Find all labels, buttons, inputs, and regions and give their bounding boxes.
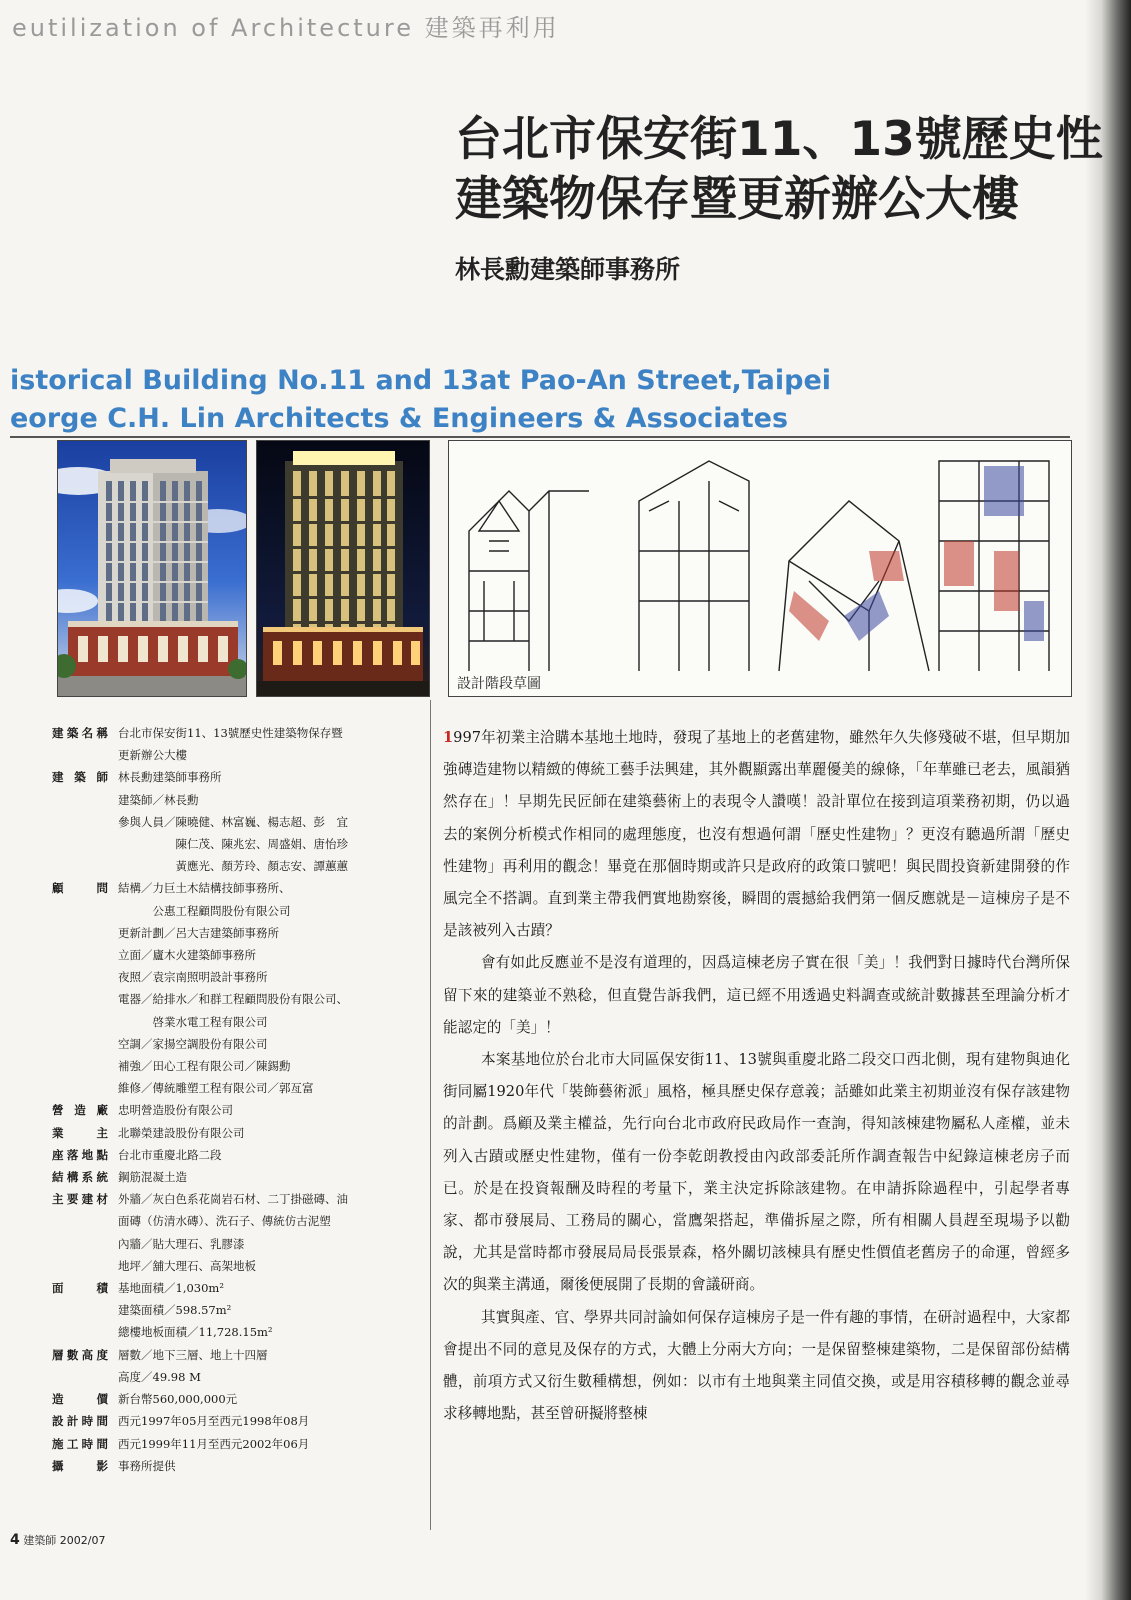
body-paragraph: 本案基地位於台北市大同區保安街11、13號與重慶北路二段交口西北側，現有建物與迪化街同屬1920年代「裝飾藝術派」風格，極具歷史保存意義；話雖如此業主初期並沒有保存該建物的計劃。爲顧及業主權益，先行向台北市政府民政局作一查詢，得知該棟建物屬私人產權，並未列入古蹟或歷史性建物，僅有一份李乾朗教授由內政部委託所作調查報告中紀錄這棟老房子而已。於是在投資報酬及時程的考量下，業主決定拆除該建物。在申請拆除過程中，引起學者專家、都市發展局、工務局的關心，當鷹架搭起，準備拆屋之際，所有相關人員趕至現場予以勸說，尤其是當時都市發展局局長張景森，格外關切該棟具有歷史性價值老舊房子的命運，曾經多次的與業主溝通，爾後便展開了長期的會議研商。 [443, 1051, 1070, 1294]
magazine-issue: 建築師 2002/07 [23, 1534, 106, 1547]
credit-line: 空調／家揚空調股份有限公司 [118, 1036, 268, 1051]
credit-line: 林長勳建築師事務所 [118, 770, 222, 785]
credit-label: 結構系統 [52, 1170, 108, 1185]
credit-line: 面磚（仿清水磚）、洗石子、傳統仿古泥塑 [118, 1214, 331, 1229]
credit-line: 陳仁茂、陳兆宏、周盛娟、唐怡珍 [118, 837, 348, 852]
english-title [10, 362, 831, 438]
article-body [443, 722, 1070, 1430]
credit-label: 營造廠 [52, 1103, 108, 1118]
credit-line: 電器／給排水／和群工程顧問股份有限公司、 [118, 992, 348, 1007]
credit-row [52, 1188, 422, 1277]
credit-line: 台北市保安街11、13號歷史性建築物保存暨 [118, 726, 343, 740]
credit-label: 層數高度 [52, 1347, 108, 1362]
credit-line: 高度／49.98 M [118, 1369, 201, 1384]
credit-label: 業主 [52, 1125, 108, 1140]
credit-label: 座落地點 [52, 1147, 108, 1162]
credit-label: 施工時間 [52, 1436, 108, 1451]
column-divider [430, 700, 431, 1530]
credit-row [52, 766, 422, 877]
credit-line: 事務所提供 [118, 1458, 176, 1473]
design-sketch-panel [448, 440, 1072, 697]
page-binding-shadow [1085, 0, 1131, 1600]
credit-line: 基地面積／1,030m² [118, 1281, 224, 1296]
credit-line: 新台幣560,000,000元 [118, 1392, 238, 1407]
building-photo-night [256, 440, 430, 697]
credit-line: 台北市重慶北路二段 [118, 1147, 222, 1162]
credit-row [52, 1433, 422, 1455]
credit-line: 北聯榮建設股份有限公司 [118, 1125, 245, 1140]
header-rule [10, 436, 1070, 438]
building-day-illustration [58, 441, 246, 696]
credit-line: 西元1999年11月至西元2002年06月 [118, 1436, 310, 1451]
credit-line: 黃應光、顏芳玲、顏志安、譚蕙蕙 [118, 859, 348, 874]
credit-line: 外牆／灰白色系花崗岩石材、二丁掛磁磚、油 [118, 1192, 348, 1207]
design-sketches [449, 441, 1071, 696]
credit-label: 面積 [52, 1281, 108, 1296]
credit-label: 設計時間 [52, 1414, 108, 1429]
english-title-line-2: eorge C.H. Lin Architects & Engineers & Associates [10, 403, 789, 434]
body-paragraph: 其實與產、官、學界共同討論如何保存這棟房子是一件有趣的事情，在研討過程中，大家都會提出不同的意見及保存的方式，大體上分兩大方向；一是保留整棟建築物，二是保留部份結構體，前項方式又衍生數種構想，例如：以市有土地與業主同值交換，或是用容積移轉的觀念並尋求移轉地點，甚至曾研擬將整棟 [443, 1308, 1070, 1423]
drop-cap: 1 [443, 729, 454, 746]
body-paragraph [443, 722, 1070, 947]
credit-row [52, 1099, 422, 1121]
credit-line: 西元1997年05月至西元1998年08月 [118, 1414, 310, 1429]
architect-firm: 林長勳建築師事務所 [455, 255, 681, 284]
credit-row [52, 722, 422, 766]
credit-line: 總樓地板面積／11,728.15m² [118, 1325, 273, 1340]
credit-line: 維修／傳統雕塑工程有限公司／郭亙富 [118, 1081, 314, 1096]
credit-row [52, 1122, 422, 1144]
credit-label: 造價 [52, 1392, 108, 1407]
credit-line: 建築面積／598.57m² [118, 1303, 232, 1318]
credit-line: 夜照／袁宗南照明設計事務所 [118, 970, 268, 985]
credit-line: 鋼筋混凝土造 [118, 1170, 187, 1185]
credit-line: 立面／廬木火建築師事務所 [118, 948, 256, 963]
page-number: 4 [10, 1532, 20, 1548]
credit-line: 啓業水電工程有限公司 [118, 1014, 268, 1029]
credit-row [52, 1344, 422, 1388]
credit-row [52, 1455, 422, 1477]
credit-row [52, 1388, 422, 1410]
credit-row [52, 1144, 422, 1166]
credit-line: 參與人員／陳曉健、林富巍、楊志超、彭 宜 [118, 814, 348, 829]
credit-label: 建築師 [52, 770, 108, 785]
credit-row [52, 1166, 422, 1188]
building-photo-day [57, 440, 247, 697]
credit-line: 建築師／林長勳 [118, 792, 199, 807]
credit-line: 公惠工程顧問股份有限公司 [118, 903, 291, 918]
credit-line: 內牆／貼大理石、乳膠漆 [118, 1236, 245, 1251]
credit-line: 層數／地下三層、地上十四層 [118, 1347, 268, 1362]
credit-line: 地坪／舖大理石、高架地板 [118, 1258, 256, 1273]
credit-row [52, 877, 422, 1099]
paragraph-text: 997年初業主洽購本基地土地時，發現了基地上的老舊建物，雖然年久失修殘破不堪，但早期加強磚造建物以精緻的傳統工藝手法興建，其外觀顯露出華麗優美的線條，「年華雖已老去，風韻猶然存在」！早期先民匠師在建築藝術上的表現令人讚嘆！設計單位在接到這項業務初期，仍以過去的案例分析模式作相同的處理態度，也沒有想過何謂「歷史性建物」？更沒有聽過所謂「歷史性建物」再利用的觀念！畢竟在那個時期或許只是政府的政策口號吧！與民間投資新建開發的作風完全不搭調。直到業主帶我們實地勘察後，瞬間的震撼給我們第一個反應就是－這棟房子是不是該被列入古蹟？ [443, 729, 1070, 940]
running-head: eutilization of Architecture 建築再利用 [12, 14, 560, 42]
article-title [455, 110, 1103, 230]
building-night-illustration [257, 441, 429, 696]
credit-label: 建築名稱 [52, 726, 108, 740]
credit-line: 忠明營造股份有限公司 [118, 1103, 233, 1118]
credit-line: 更新計劃／呂大吉建築師事務所 [118, 925, 279, 940]
title-line-1: 台北市保安街11、13號歷史性 [455, 112, 1103, 167]
credit-line: 更新辦公大樓 [118, 748, 187, 763]
page-folio [10, 1532, 105, 1548]
credit-label: 主要建材 [52, 1192, 108, 1207]
body-paragraph: 會有如此反應並不是沒有道理的，因爲這棟老房子實在很「美」！我們對日據時代台灣所保留下來的建築並不熟稔，但直覺告訴我們，這已經不用透過史料調查或統計數據甚至理論分析才能認定的「美」！ [443, 954, 1070, 1036]
credit-row [52, 1410, 422, 1432]
credit-label: 顧問 [52, 881, 108, 896]
title-line-2: 建築物保存暨更新辦公大樓 [455, 172, 1019, 227]
credit-line: 補強／田心工程有限公司／陳錫勳 [118, 1059, 291, 1074]
credit-line: 結構／力巨土木結構技師事務所、 [118, 881, 291, 896]
credit-row [52, 1277, 422, 1344]
project-credits [52, 722, 422, 1477]
english-title-line-1: istorical Building No.11 and 13at Pao-An Street,Taipei [10, 365, 832, 396]
credit-label: 攝影 [52, 1458, 108, 1473]
sketch-caption: 設計階段草圖 [457, 676, 541, 692]
